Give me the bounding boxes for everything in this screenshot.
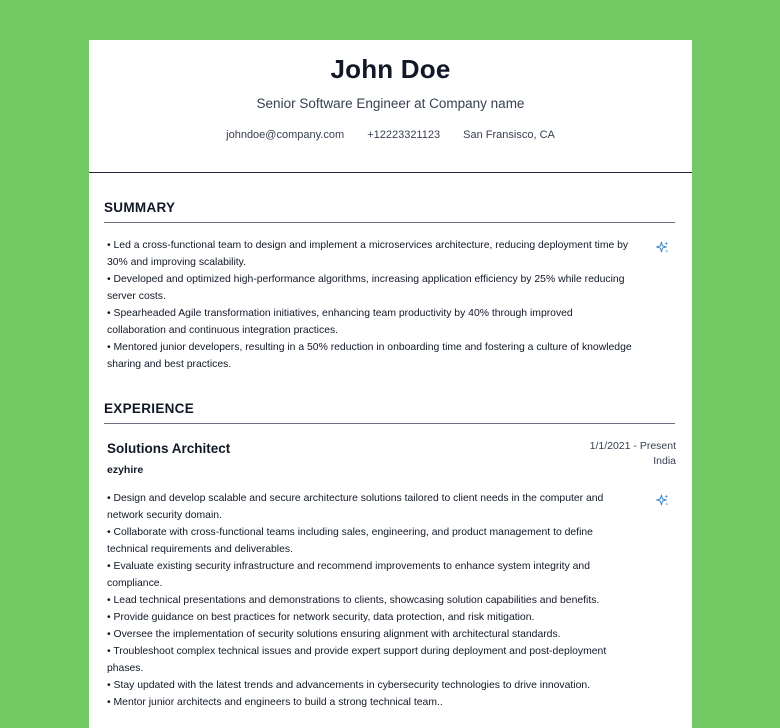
sparkle-icon[interactable] [656, 241, 669, 254]
job-location: India [653, 455, 676, 467]
summary-heading: SUMMARY [104, 200, 675, 223]
summary-bullet: • Led a cross-functional team to design and implement a microservices architecture, reducing deployment time by 30% and improving scalability. [107, 240, 629, 268]
summary-bullet: • Developed and optimized high-performance algorithms, increasing application efficiency by 25% while reducing server costs. [107, 274, 625, 302]
experience-bullet: • Design and develop scalable and secure architecture solutions tailored to client needs in the computer and network security domain. [107, 493, 604, 521]
experience-bullet: • Provide guidance on best practices for network security, data protection, and risk mitigation. [107, 612, 535, 623]
resume-header [89, 40, 692, 173]
sparkle-icon[interactable] [656, 494, 669, 507]
candidate-name: John Doe [330, 54, 451, 84]
job-dates: 1/1/2021 - Present [589, 440, 676, 452]
summary-list[interactable] [107, 237, 632, 373]
candidate-role: Senior Software Engineer at Company name [256, 96, 525, 111]
contact-line [89, 129, 692, 141]
contact-email: johndoe@company.com [226, 129, 345, 141]
contact-phone: +12223321123 [367, 129, 441, 141]
summary-bullet: • Spearheaded Agile transformation initiatives, enhancing team productivity by 40% through improved collaboration and continuous integration practices. [107, 308, 573, 336]
experience-bullet: • Oversee the implementation of security solutions ensuring alignment with architectural standards. [107, 629, 561, 640]
experience-bullet: • Lead technical presentations and demonstrations to clients, showcasing solution capabilities and benefits. [107, 595, 600, 606]
job-meta [590, 439, 676, 469]
experience-list[interactable] [107, 490, 632, 711]
experience-bullet: • Mentor junior architects and engineers to build a strong technical team.. [107, 697, 443, 708]
job-company: ezyhire [107, 464, 144, 476]
experience-bullet: • Stay updated with the latest trends and advancements in cybersecurity technologies to drive innovation. [107, 680, 591, 691]
experience-heading: EXPERIENCE [104, 401, 675, 424]
resume-page [89, 40, 692, 728]
contact-location: San Fransisco, CA [463, 129, 555, 141]
experience-bullet: • Collaborate with cross-functional teams including sales, engineering, and product management to define technical requirements and deliverables. [107, 527, 593, 555]
experience-bullet: • Troubleshoot complex technical issues and provide expert support during deployment and post-deployment phases. [107, 646, 607, 674]
experience-bullet: • Evaluate existing security infrastructure and recommend improvements to enhance system integrity and compliance. [107, 561, 590, 589]
job-title: Solutions Architect [107, 441, 231, 456]
summary-bullet: • Mentored junior developers, resulting in a 50% reduction in onboarding time and fostering a culture of knowledge sharing and best practices. [107, 342, 632, 370]
